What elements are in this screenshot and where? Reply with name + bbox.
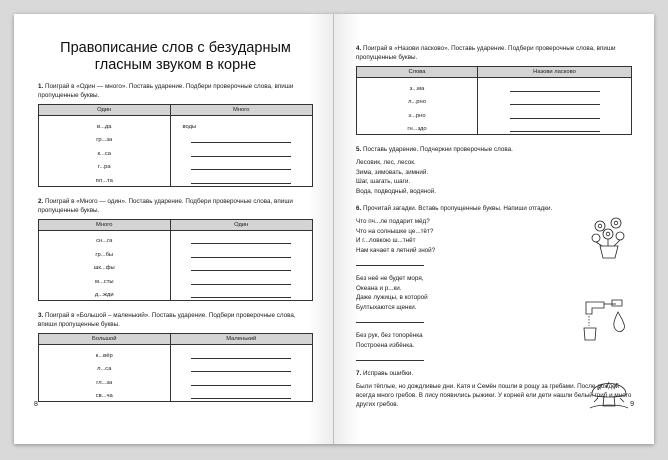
- answer-line[interactable]: [191, 274, 291, 285]
- word-cell: м...сты: [94, 278, 114, 285]
- task-7-number: 7.: [356, 370, 362, 377]
- table-row: [39, 361, 313, 375]
- task-2-table: [38, 219, 313, 302]
- task-7-paragraph: Были тёплые, но дождливые дни. Катя и Семён пошли в рощу за гребами. После дождей всегда много гребов. В лису появились рыжики. У корней ели дети нашли белый гриб и много других гребов.: [356, 383, 632, 408]
- word-cell: сн...га: [96, 238, 113, 244]
- table-row: [39, 246, 313, 260]
- answer-line[interactable]: [191, 159, 291, 170]
- task-6: [356, 204, 632, 361]
- task-3-instructions: [38, 311, 313, 329]
- left-page: [14, 14, 334, 444]
- task-6-text: Прочитай загадки. Вставь пропущенные буквы. Напиши отгадки.: [363, 205, 553, 212]
- answer-line[interactable]: [510, 81, 600, 92]
- table-row: [357, 107, 632, 121]
- mushroom-icon: [586, 372, 632, 412]
- riddle-2-line: Океана и р...ки.: [356, 284, 402, 292]
- riddle-1-answer-line[interactable]: [356, 257, 424, 266]
- task-4-text: Поиграй в «Назови ласково». Поставь ударение. Подбери проверочные слова, впиши пропущенные буквы.: [356, 45, 616, 61]
- table-row: [39, 260, 313, 274]
- task-1-header-many: Много: [170, 105, 312, 116]
- answer-line[interactable]: [510, 94, 600, 105]
- page-number: 9: [630, 401, 634, 408]
- task-2-instructions: [38, 197, 313, 215]
- task-4-instructions: [356, 44, 632, 62]
- task-7-text: Исправь ошибки.: [363, 370, 414, 377]
- table-row: [39, 145, 313, 159]
- title-line-2: гласным звуком в корне: [94, 57, 257, 73]
- riddle-1-line: И г...ловкою ш...тнёт: [356, 237, 416, 244]
- table-row: [39, 172, 313, 186]
- riddle-2-line: Без неё не будет моря,: [356, 275, 424, 282]
- task-5-word-groups: [356, 158, 632, 196]
- title-line-1: Правописание слов с безударным: [60, 40, 291, 56]
- table-row: [39, 230, 313, 246]
- task-3-header-small: Маленький: [170, 334, 312, 345]
- task-1-table: [38, 104, 313, 187]
- answer-line[interactable]: [191, 361, 291, 372]
- table-row: [39, 345, 313, 361]
- task-6-number: 6.: [356, 205, 362, 212]
- word-cell: гн...здо: [407, 126, 427, 132]
- answer-line[interactable]: [191, 375, 291, 386]
- word-cell: пл...та: [95, 177, 113, 184]
- word-cell: д...жди: [94, 292, 114, 298]
- right-page: [334, 14, 654, 444]
- table-row: [39, 116, 313, 132]
- table-row: [357, 78, 632, 94]
- page-number: 8: [34, 401, 38, 408]
- answer-line[interactable]: [191, 173, 291, 184]
- task-3-number: 3.: [38, 312, 44, 319]
- answer-line[interactable]: [191, 233, 291, 244]
- task-3-header-big: Большой: [39, 334, 171, 345]
- task-4-header-words: Слова: [357, 67, 478, 78]
- riddle-3-line: Без рук, без топорёнка: [356, 332, 423, 339]
- word-group: Шаг, шагать, шаги.: [356, 178, 411, 185]
- riddle-2-line: Даже лужицы, в которой: [356, 294, 428, 301]
- answer-line[interactable]: [191, 132, 291, 143]
- word-cell: л...са: [97, 366, 112, 372]
- word-cell: к...са: [97, 150, 111, 157]
- answer-line[interactable]: [191, 146, 291, 157]
- word-cell: гр...за: [96, 137, 113, 143]
- word-cell: шк...фы: [93, 265, 115, 271]
- riddle-1-line: Что пч...ле подарит мёд?: [356, 218, 430, 225]
- riddle-3-answer-line[interactable]: [356, 352, 424, 361]
- task-2-text: Поиграй в «Много — один». Поставь ударение. Подбери проверочные слова, впиши пропущенные буквы.: [38, 197, 293, 214]
- answer-line[interactable]: [191, 287, 291, 298]
- table-row: [39, 287, 313, 301]
- table-row: [357, 94, 632, 108]
- answer-line[interactable]: [510, 121, 600, 132]
- answer-line[interactable]: [191, 348, 291, 359]
- word-cell: в...да: [96, 123, 112, 130]
- task-5-number: 5.: [356, 146, 362, 153]
- word-cell: з...рно: [408, 112, 426, 119]
- task-1-text: Поиграй в «Один — много». Поставь ударение. Подбери проверочные слова, впиши пропущенные буквы.: [38, 83, 294, 99]
- task-4-header-affectionate: Назови ласково: [478, 67, 632, 78]
- task-1-number: 1.: [38, 83, 44, 90]
- answer-line[interactable]: [510, 108, 600, 119]
- answer-line[interactable]: [191, 260, 291, 271]
- word-cell: з...ма: [409, 85, 425, 92]
- table-row: [357, 121, 632, 135]
- task-3-table: [38, 333, 313, 402]
- riddle-2-answer-line[interactable]: [356, 314, 424, 323]
- word-cell: гл...за: [96, 379, 113, 386]
- word-cell: г...ра: [97, 164, 111, 170]
- task-6-instructions: [356, 204, 632, 213]
- word-cell: л...рно: [408, 99, 426, 105]
- word-group: Вода, подводный, водяной.: [356, 187, 436, 195]
- task-5-text: Поставь ударение. Подчеркни проверочные слова.: [363, 146, 513, 153]
- flower-pot-icon: [586, 214, 632, 260]
- table-row: [39, 273, 313, 287]
- riddle-1-line: Что на солнышке це...тёт?: [356, 227, 434, 235]
- water-tap-icon: [582, 296, 632, 342]
- task-2-header-many: Много: [39, 219, 171, 230]
- table-row: [39, 159, 313, 173]
- task-4-table: [356, 66, 632, 135]
- table-row: [39, 388, 313, 402]
- task-1-instructions: [38, 82, 313, 100]
- riddle-2-line: Бултыхаются щенки.: [356, 303, 417, 311]
- task-1-header-one: Один: [39, 105, 171, 116]
- task-3-text: Поиграй в «Большой – маленький». Поставь ударение. Подбери проверочные слова, впиши пропущенные буквы.: [38, 312, 296, 328]
- book-spread: [14, 14, 654, 444]
- table-row: [39, 132, 313, 146]
- task-4-number: 4.: [356, 45, 362, 52]
- answer-line[interactable]: [191, 388, 291, 399]
- task-2-header-one: Один: [170, 219, 312, 230]
- riddle-1-line: Нам качает в летний зной?: [356, 246, 436, 254]
- page-title: [38, 40, 313, 74]
- task-5-instructions: [356, 145, 632, 154]
- task-2-number: 2.: [38, 197, 44, 205]
- word-group: Лесовик, лес, лесок.: [356, 159, 416, 166]
- word-cell: гр...бы: [95, 251, 114, 258]
- word-cell: св...ча: [95, 393, 113, 399]
- word-cell: к...вёр: [95, 352, 113, 359]
- table-row: [39, 374, 313, 388]
- answer-line[interactable]: [191, 247, 291, 258]
- example-answer: воды: [182, 123, 197, 130]
- word-group: Зима, зимовать, зимний.: [356, 168, 429, 176]
- riddle-3-line: Построена избёнка.: [356, 341, 415, 349]
